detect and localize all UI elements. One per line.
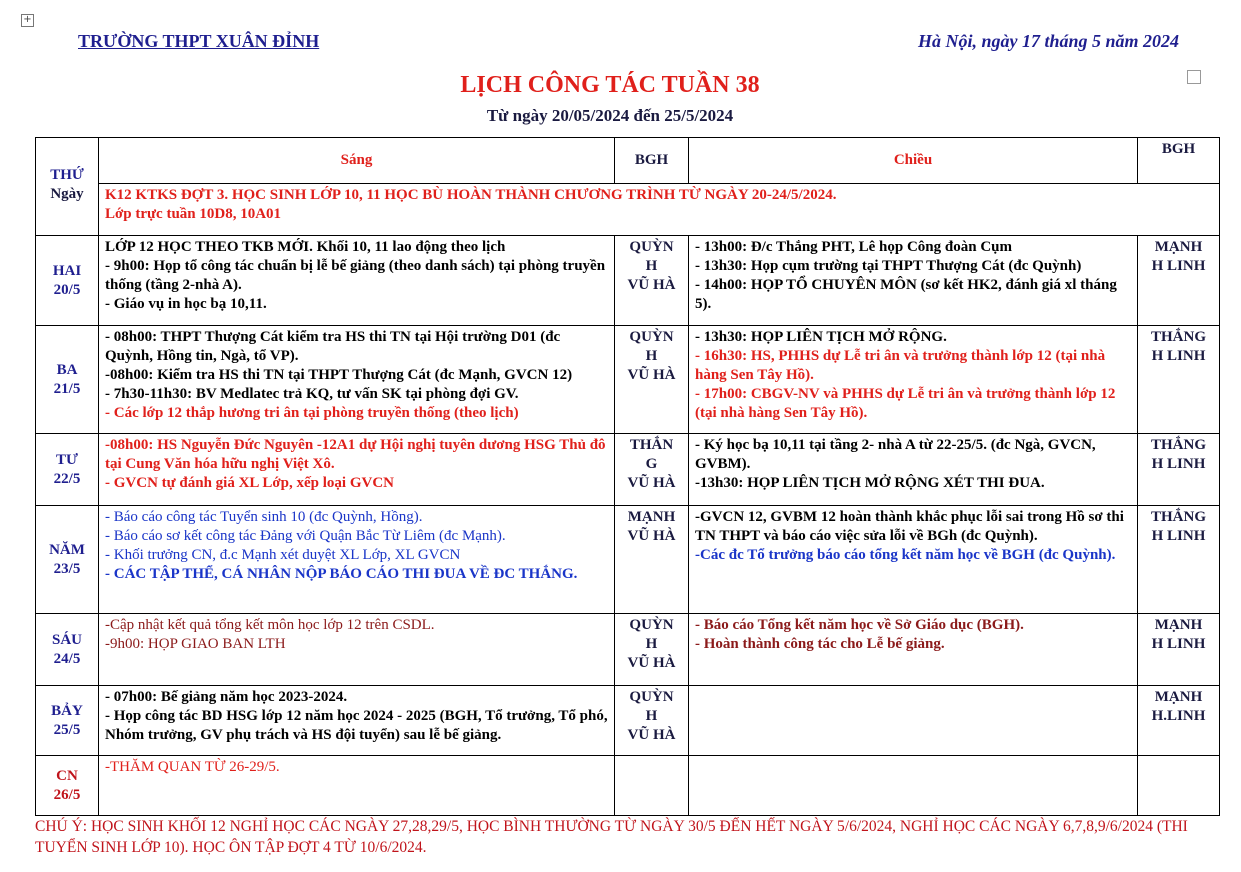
page-subtitle: Từ ngày 20/05/2024 đến 25/5/2024	[486, 106, 734, 125]
table-row	[36, 756, 1220, 816]
day-cell: TƯ 22/5	[36, 434, 99, 506]
morning-cell: - 08h00: THPT Thượng Cát kiểm tra HS thi TN tại Hội trường D01 (đc Quỳnh, Hồng tin, Ngà, tổ VP). -08h00: Kiểm tra HS thi TN tại THPT Thượng Cát (đc Mạnh, GVCN 12) - 7h30-11h30: BV Medlatec trả KQ, tư vấn SK tại phòng đợi GV. - Các lớp 12 thắp hương tri ân tại phòng truyền thống (theo lịch)	[99, 326, 615, 434]
bgh-morning-cell: THẮN G VŨ HÀ	[615, 434, 689, 506]
bgh-afternoon-cell: THẮNG H LINH	[1138, 434, 1220, 506]
bgh-afternoon-cell: MẠNH H LINH	[1138, 614, 1220, 686]
day-cell: SÁU 24/5	[36, 614, 99, 686]
footer-note: CHÚ Ý: HỌC SINH KHỐI 12 NGHỈ HỌC CÁC NGÀY 27,28,29/5, HỌC BÌNH THƯỜNG TỪ NGÀY 30/5 ĐẾN HẾT NGÀY 5/6/2024, NGHỈ HỌC CÁC NGÀY 6,7,8,9/6/2024 (THI TUYỂN SINH LỚP 10). HỌC ÔN TẬP ĐỢT 4 TỪ 10/6/2024.	[35, 818, 1188, 856]
day-cell: NĂM 23/5	[36, 506, 99, 614]
header-afternoon: Chiều	[689, 138, 1138, 184]
date-line: Hà Nội, ngày 17 tháng 5 năm 2024	[917, 31, 1179, 51]
bgh-morning-cell: QUỲN H VŨ HÀ	[615, 236, 689, 326]
bgh-afternoon-cell: MẠNH H.LINH	[1138, 686, 1220, 756]
table-row	[36, 614, 1220, 686]
school-name: TRƯỜNG THPT XUÂN ĐỈNH	[78, 31, 320, 51]
schedule-table	[35, 137, 1220, 816]
header-morning: Sáng	[99, 138, 615, 184]
bgh-morning-cell: QUỲN H VŨ HÀ	[615, 326, 689, 434]
day-cell: BA 21/5	[36, 326, 99, 434]
morning-cell: -Cập nhật kết quả tổng kết môn học lớp 12 trên CSDL. -9h00: HỌP GIAO BAN LTH	[99, 614, 615, 686]
morning-cell: -THĂM QUAN TỪ 26-29/5.	[99, 756, 615, 816]
page-title: LỊCH CÔNG TÁC TUẦN 38	[460, 72, 760, 98]
move-handle-icon[interactable]: +	[21, 14, 34, 27]
header-bgh-afternoon: BGH	[1138, 138, 1220, 184]
afternoon-cell: - Ký học bạ 10,11 tại tầng 2- nhà A từ 22-25/5. (đc Ngà, GVCN, GVBM). -13h30: HỌP LIÊN TỊCH MỞ RỘNG XÉT THI ĐUA.	[689, 434, 1138, 506]
afternoon-cell: - 13h30: HỌP LIÊN TỊCH MỞ RỘNG. - 16h30: HS, PHHS dự Lễ tri ân và trưởng thành lớp 12 (tại nhà hàng Sen Tây Hồ). - 17h00: CBGV-NV và PHHS dự Lễ tri ân và trưởng thành lớp 12 (tại nhà hàng Sen Tây Hồ).	[689, 326, 1138, 434]
checkbox[interactable]	[1187, 70, 1201, 84]
header-day: THỨ Ngày	[36, 138, 99, 236]
header-bgh-morning: BGH	[615, 138, 689, 184]
afternoon-cell: -GVCN 12, GVBM 12 hoàn thành khắc phục lỗi sai trong Hồ sơ thi TN THPT và báo cáo việc sửa lỗi về BGh (đc Quỳnh). -Các đc Tổ trưởng báo cáo tổng kết năm học về BGH (đc Quỳnh).	[689, 506, 1138, 614]
afternoon-cell: - 13h00: Đ/c Thắng PHT, Lê họp Công đoàn Cụm - 13h30: Họp cụm trường tại THPT Thượng Cát (đc Quỳnh) - 14h00: HỌP TỔ CHUYÊN MÔN (sơ kết HK2, đánh giá xl tháng 5).	[689, 236, 1138, 326]
morning-cell: - Báo cáo công tác Tuyển sinh 10 (đc Quỳnh, Hồng). - Báo cáo sơ kết công tác Đảng với Quận Bắc Từ Liêm (đc Mạnh). - Khối trưởng CN, đ.c Mạnh xét duyệt XL Lớp, XL GVCN - CÁC TẬP THỂ, CÁ NHÂN NỘP BÁO CÁO THI ĐUA VỀ ĐC THẮNG.	[99, 506, 615, 614]
bgh-morning-cell: MẠNH VŨ HÀ	[615, 506, 689, 614]
bgh-afternoon-cell: MẠNH H LINH	[1138, 236, 1220, 326]
table-row	[36, 686, 1220, 756]
bgh-afternoon-cell: THẮNG H LINH	[1138, 506, 1220, 614]
banner-line-1: K12 KTKS ĐỢT 3. HỌC SINH LỚP 10, 11 HỌC BÙ HOÀN THÀNH CHƯƠNG TRÌNH TỪ NGÀY 20-24/5/2024.	[105, 187, 837, 203]
morning-cell: LỚP 12 HỌC THEO TKB MỚI. Khối 10, 11 lao động theo lịch - 9h00: Họp tổ công tác chuẩn bị lễ bế giảng (theo danh sách) tại phòng truyền thống (tầng 2-nhà A). - Giáo vụ in học bạ 10,11.	[99, 236, 615, 326]
bgh-morning-cell: QUỲN H VŨ HÀ	[615, 686, 689, 756]
bgh-afternoon-cell	[1138, 756, 1220, 816]
day-cell: HAI 20/5	[36, 236, 99, 326]
table-row	[36, 326, 1220, 434]
banner	[99, 184, 1138, 236]
day-cell: CN 26/5	[36, 756, 99, 816]
table-row	[36, 236, 1220, 326]
day-cell: BẢY 25/5	[36, 686, 99, 756]
afternoon-cell	[689, 686, 1138, 756]
table-row	[36, 506, 1220, 614]
table-row	[36, 434, 1220, 506]
morning-cell: -08h00: HS Nguyễn Đức Nguyên -12A1 dự Hội nghị tuyên dương HSG Thủ đô tại Cung Văn hóa hữu nghị Việt Xô. - GVCN tự đánh giá XL Lớp, xếp loại GVCN	[99, 434, 615, 506]
bgh-morning-cell	[615, 756, 689, 816]
morning-cell: - 07h00: Bế giảng năm học 2023-2024. - Họp công tác BD HSG lớp 12 năm học 2024 - 2025 (BGH, Tổ trưởng, Tổ phó, Nhóm trưởng, GV phụ trách và HS đội tuyển) sau lễ bế giảng.	[99, 686, 615, 756]
bgh-morning-cell: QUỲN H VŨ HÀ	[615, 614, 689, 686]
banner-line-2: Lớp trực tuần 10D8, 10A01	[105, 206, 282, 222]
bgh-afternoon-cell: THẮNG H LINH	[1138, 326, 1220, 434]
afternoon-cell	[689, 756, 1138, 816]
afternoon-cell: - Báo cáo Tổng kết năm học về Sở Giáo dục (BGH). - Hoàn thành công tác cho Lễ bế giảng.	[689, 614, 1138, 686]
